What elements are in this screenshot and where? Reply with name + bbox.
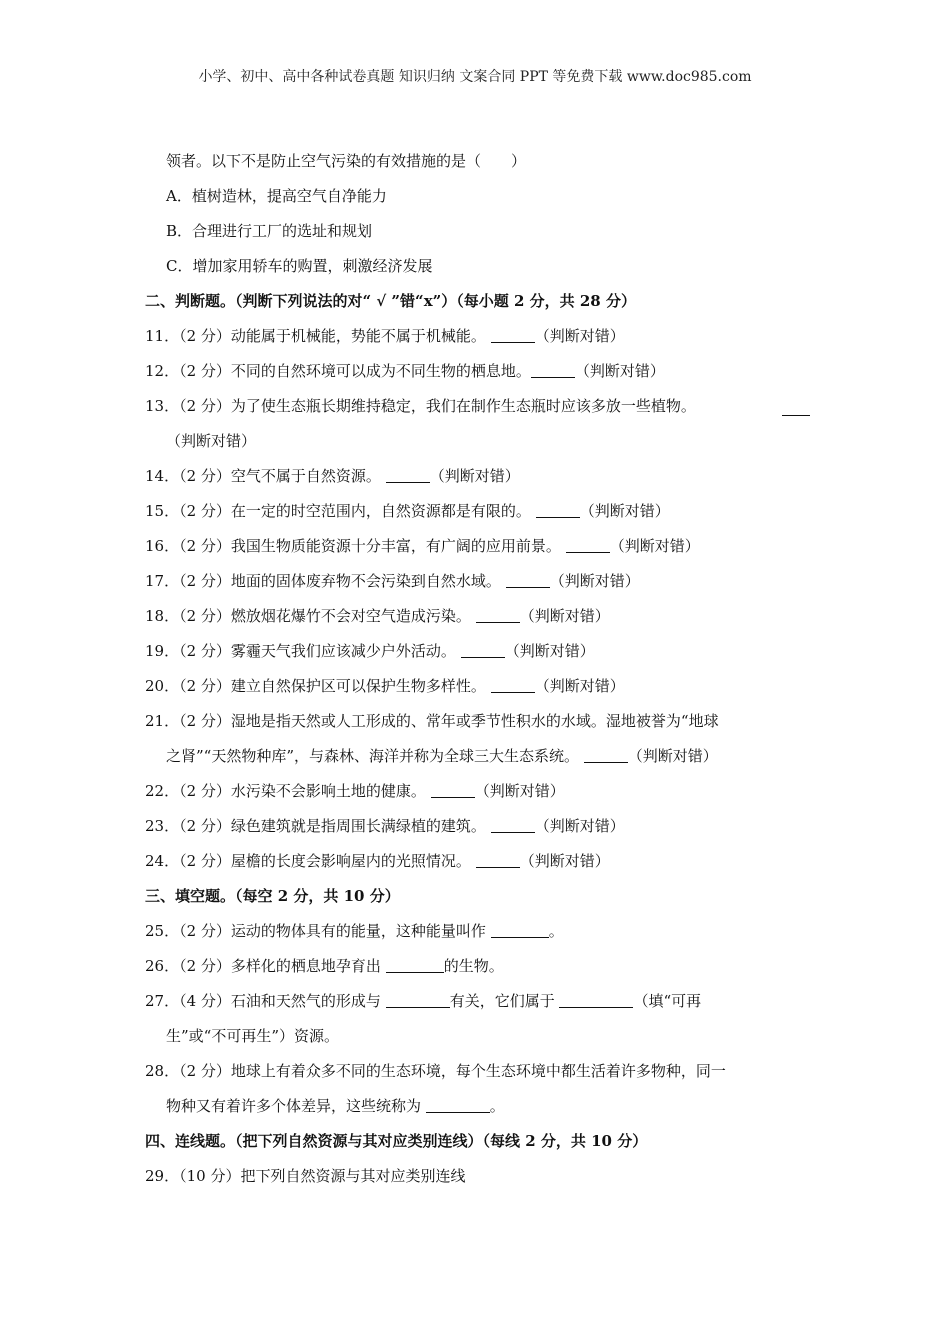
question-29: 29．（10 分）把下列自然资源与其对应类别连线 <box>145 1167 466 1185</box>
judge-label: （判断对错） <box>166 432 257 450</box>
answer-blank-2[interactable] <box>559 991 633 1008</box>
section-2-title: 二、判断题。（判断下列说法的对“ √ ”错“x”）（每小题 2 分，共 28 分） <box>145 292 636 310</box>
answer-blank[interactable] <box>531 361 575 378</box>
question-13-cont <box>145 424 810 459</box>
question-text: 27．（4 分）石油和天然气的形成与 <box>145 992 381 1010</box>
question-12 <box>145 354 810 389</box>
question-21-cont <box>145 739 810 774</box>
judge-label: （判断对错） <box>579 502 670 520</box>
judge-label: （判断对错） <box>609 537 700 555</box>
answer-blank[interactable] <box>491 921 549 938</box>
question-text: 25．（2 分）运动的物体具有的能量，这种能量叫作 <box>145 922 486 940</box>
question-25 <box>145 914 810 949</box>
question-text-end: 。 <box>548 922 564 940</box>
question-text: 26．（2 分）多样化的栖息地孕育出 <box>145 957 381 975</box>
answer-blank-1[interactable] <box>386 991 450 1008</box>
judge-label: （判断对错） <box>627 747 718 765</box>
question-20 <box>145 669 810 704</box>
option-c: C．增加家用轿车的购置，刺激经济发展 <box>166 257 433 275</box>
judge-label: （判断对错） <box>534 677 625 695</box>
question-text: 15．（2 分）在一定的时空范围内，自然资源都是有限的。 <box>145 502 531 520</box>
question-19 <box>145 634 810 669</box>
question-24 <box>145 844 810 879</box>
question-26 <box>145 949 810 984</box>
option-b: B．合理进行工厂的选址和规划 <box>166 222 373 240</box>
option-a: A．植树造林，提高空气自净能力 <box>166 187 387 205</box>
question-text: 11．（2 分）动能属于机械能，势能不属于机械能。 <box>145 327 486 345</box>
question-text: 物种又有着许多个体差异，这些统称为 <box>166 1097 422 1115</box>
answer-blank[interactable] <box>782 399 810 416</box>
question-11 <box>145 319 810 354</box>
judge-label: （判断对错） <box>574 362 665 380</box>
judge-label: （判断对错） <box>474 782 565 800</box>
answer-blank[interactable] <box>386 956 444 973</box>
judge-label: （判断对错） <box>504 642 595 660</box>
question-text: 之肾”“天然物种库”，与森林、海洋并称为全球三大生态系统。 <box>166 747 580 765</box>
question-text: 17．（2 分）地面的固体废弃物不会污染到自然水域。 <box>145 572 501 590</box>
judge-label: （判断对错） <box>519 852 610 870</box>
judge-label: （判断对错） <box>534 327 625 345</box>
question-text-mid: 有关，它们属于 <box>449 992 555 1010</box>
exam-content <box>145 144 810 1194</box>
question-21: 21．（2 分）湿地是指天然或人工形成的、常年或季节性积水的水域。湿地被誉为“地球 <box>145 712 719 730</box>
answer-blank[interactable] <box>491 816 535 833</box>
question-text: 13．（2 分）为了使生态瓶长期维持稳定，我们在制作生态瓶时应该多放一些植物。 <box>145 397 696 415</box>
question-text: 12．（2 分）不同的自然环境可以成为不同生物的栖息地。 <box>145 362 531 380</box>
question-text: 24．（2 分）屋檐的长度会影响屋内的光照情况。 <box>145 852 471 870</box>
question-27-cont: 生”或“不可再生”）资源。 <box>166 1027 340 1045</box>
question-text-end: 的生物。 <box>443 957 504 975</box>
question-13 <box>145 389 810 424</box>
question-10-stem: 领者。以下不是防止空气污染的有效措施的是（ ） <box>166 152 527 170</box>
answer-blank[interactable] <box>431 781 475 798</box>
question-28-cont <box>145 1089 810 1124</box>
judge-label: （判断对错） <box>549 572 640 590</box>
question-text: 14．（2 分）空气不属于自然资源。 <box>145 467 381 485</box>
question-text: 20．（2 分）建立自然保护区可以保护生物多样性。 <box>145 677 486 695</box>
question-text: 23．（2 分）绿色建筑就是指周围长满绿植的建筑。 <box>145 817 486 835</box>
question-text: 22．（2 分）水污染不会影响土地的健康。 <box>145 782 426 800</box>
section-3-title: 三、填空题。（每空 2 分，共 10 分） <box>145 887 400 905</box>
section-4-title: 四、连线题。（把下列自然资源与其对应类别连线）（每线 2 分，共 10 分） <box>145 1132 648 1150</box>
question-23 <box>145 809 810 844</box>
question-28: 28．（2 分）地球上有着众多不同的生态环境，每个生态环境中都生活着许多物种，同一 <box>145 1062 726 1080</box>
answer-blank[interactable] <box>491 326 535 343</box>
question-text: 19．（2 分）雾霾天气我们应该减少户外活动。 <box>145 642 456 660</box>
question-27 <box>145 984 810 1019</box>
answer-blank[interactable] <box>566 536 610 553</box>
judge-label: （判断对错） <box>429 467 520 485</box>
question-15 <box>145 494 810 529</box>
question-18 <box>145 599 810 634</box>
judge-label: （判断对错） <box>534 817 625 835</box>
answer-blank[interactable] <box>386 466 430 483</box>
answer-blank[interactable] <box>536 501 580 518</box>
answer-blank[interactable] <box>476 606 520 623</box>
question-text-end: （填“可再 <box>633 992 702 1010</box>
question-text: 16．（2 分）我国生物质能资源十分丰富，有广阔的应用前景。 <box>145 537 561 555</box>
question-text-end: 。 <box>489 1097 505 1115</box>
answer-blank[interactable] <box>476 851 520 868</box>
question-16 <box>145 529 810 564</box>
question-14 <box>145 459 810 494</box>
answer-blank[interactable] <box>491 676 535 693</box>
answer-blank[interactable] <box>584 746 628 763</box>
judge-label: （判断对错） <box>519 607 610 625</box>
answer-blank[interactable] <box>506 571 550 588</box>
answer-blank[interactable] <box>426 1096 490 1113</box>
page-header: 小学、初中、高中各种试卷真题 知识归纳 文案合同 PPT 等免费下载 www.doc985.com <box>198 69 752 85</box>
question-22 <box>145 774 810 809</box>
question-text: 18．（2 分）燃放烟花爆竹不会对空气造成污染。 <box>145 607 471 625</box>
question-17 <box>145 564 810 599</box>
answer-blank[interactable] <box>461 641 505 658</box>
